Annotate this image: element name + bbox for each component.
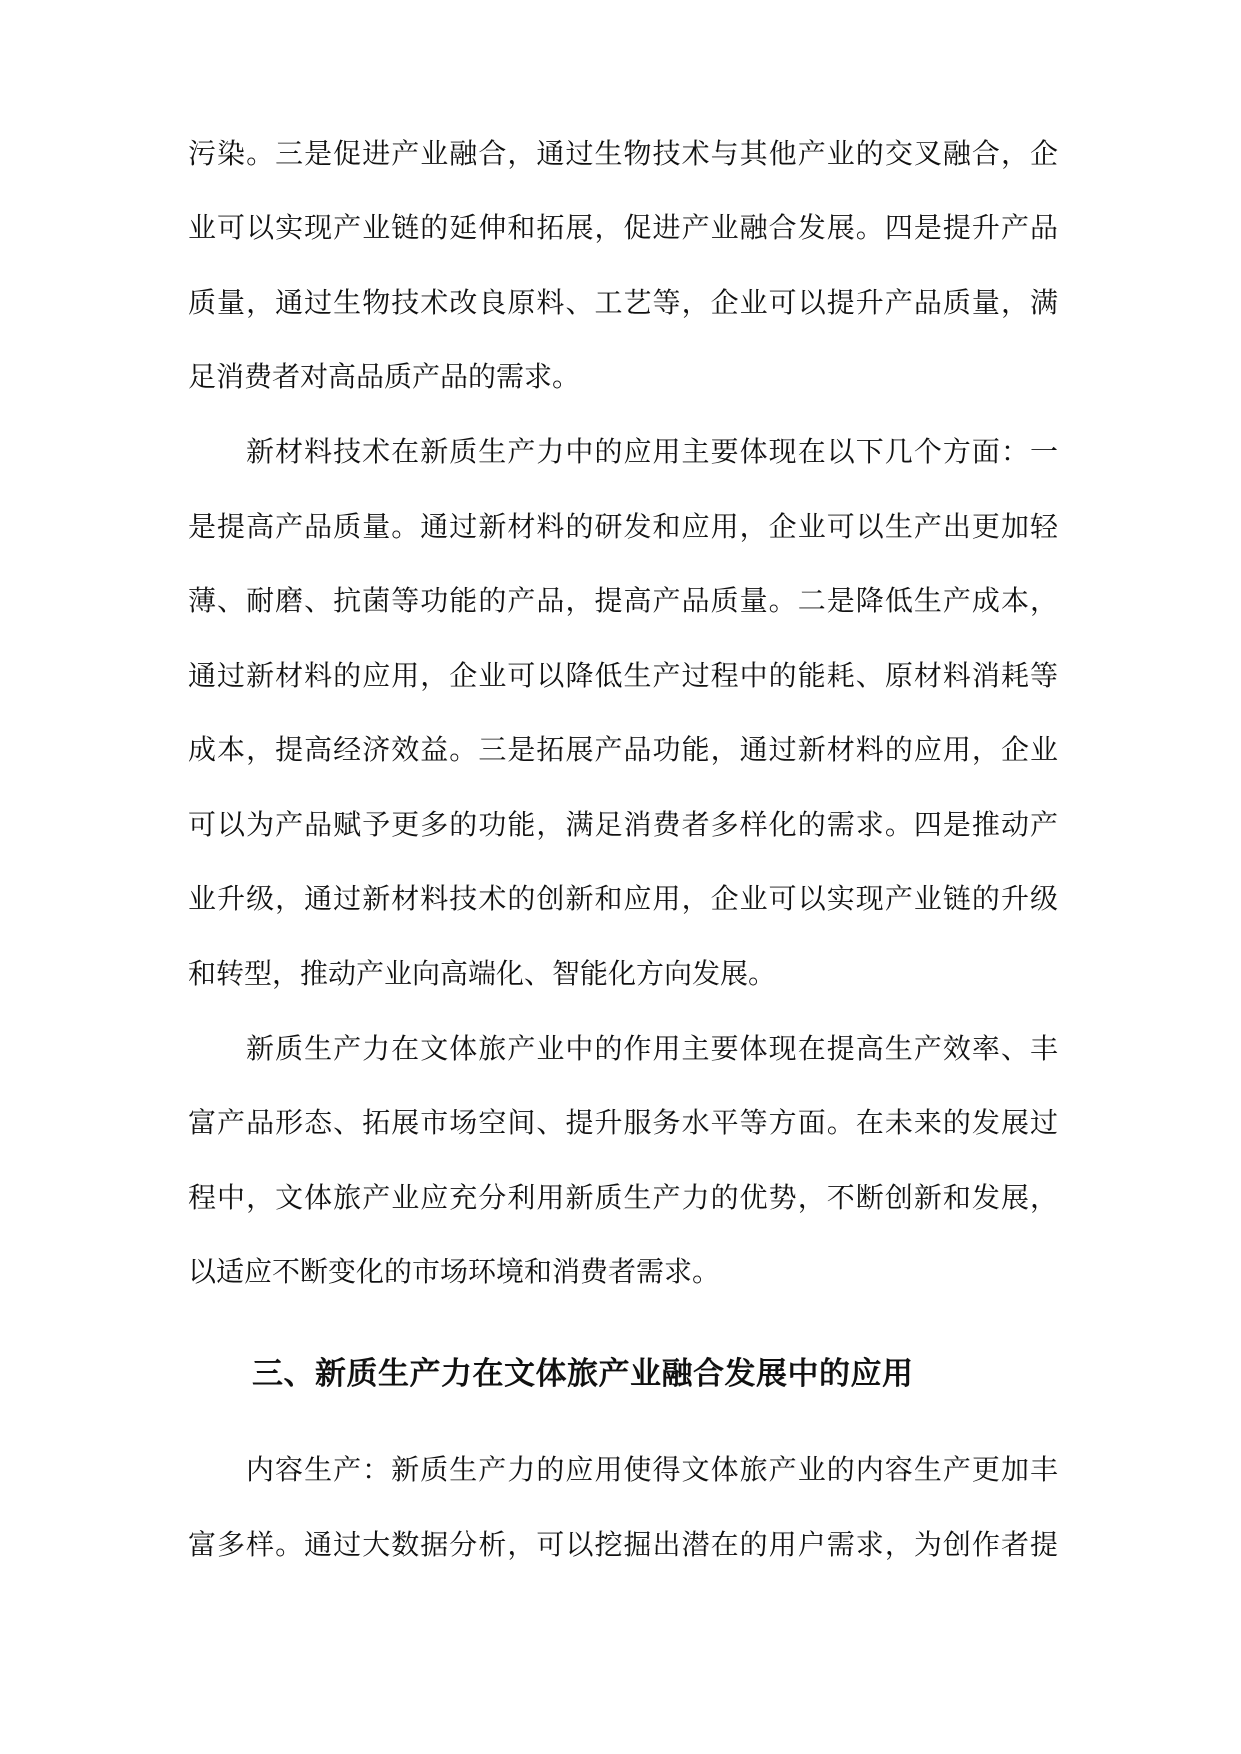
paragraph-line: 内容生产：新质生产力的应用使得文体旅产业的内容生产更加丰 xyxy=(246,1453,1058,1486)
paragraph-line: 以适应不断变化的市场环境和消费者需求。 xyxy=(188,1255,721,1288)
paragraph-line: 是提高产品质量。通过新材料的研发和应用，企业可以生产出更加轻 xyxy=(188,510,1058,543)
paragraph-line: 成本，提高经济效益。三是拓展产品功能，通过新材料的应用，企业 xyxy=(188,733,1058,766)
paragraph-line: 薄、耐磨、抗菌等功能的产品，提高产品质量。二是降低生产成本， xyxy=(188,584,1058,617)
paragraph-line: 通过新材料的应用，企业可以降低生产过程中的能耗、原材料消耗等 xyxy=(188,659,1058,692)
paragraph-line: 新质生产力在文体旅产业中的作用主要体现在提高生产效率、丰 xyxy=(246,1032,1058,1065)
paragraph-line: 业升级，通过新材料技术的创新和应用，企业可以实现产业链的升级 xyxy=(188,882,1058,915)
paragraph-line: 新材料技术在新质生产力中的应用主要体现在以下几个方面：一 xyxy=(246,435,1058,468)
paragraph-line: 质量，通过生物技术改良原料、工艺等，企业可以提升产品质量，满 xyxy=(188,286,1058,319)
paragraph-line: 富产品形态、拓展市场空间、提升服务水平等方面。在未来的发展过 xyxy=(188,1106,1058,1139)
paragraph-line: 足消费者对高品质产品的需求。 xyxy=(188,360,581,393)
section-heading: 三、新质生产力在文体旅产业融合发展中的应用 xyxy=(252,1356,914,1392)
paragraph-line: 程中，文体旅产业应充分利用新质生产力的优势，不断创新和发展， xyxy=(188,1181,1058,1214)
paragraph-line: 业可以实现产业链的延伸和拓展，促进产业融合发展。四是提升产品 xyxy=(188,211,1058,244)
paragraph-line: 可以为产品赋予更多的功能，满足消费者多样化的需求。四是推动产 xyxy=(188,808,1058,841)
paragraph-line: 和转型，推动产业向高端化、智能化方向发展。 xyxy=(188,957,777,990)
paragraph-line: 富多样。通过大数据分析，可以挖掘出潜在的用户需求，为创作者提 xyxy=(188,1528,1058,1561)
paragraph-line: 污染。三是促进产业融合，通过生物技术与其他产业的交叉融合，企 xyxy=(188,137,1058,170)
